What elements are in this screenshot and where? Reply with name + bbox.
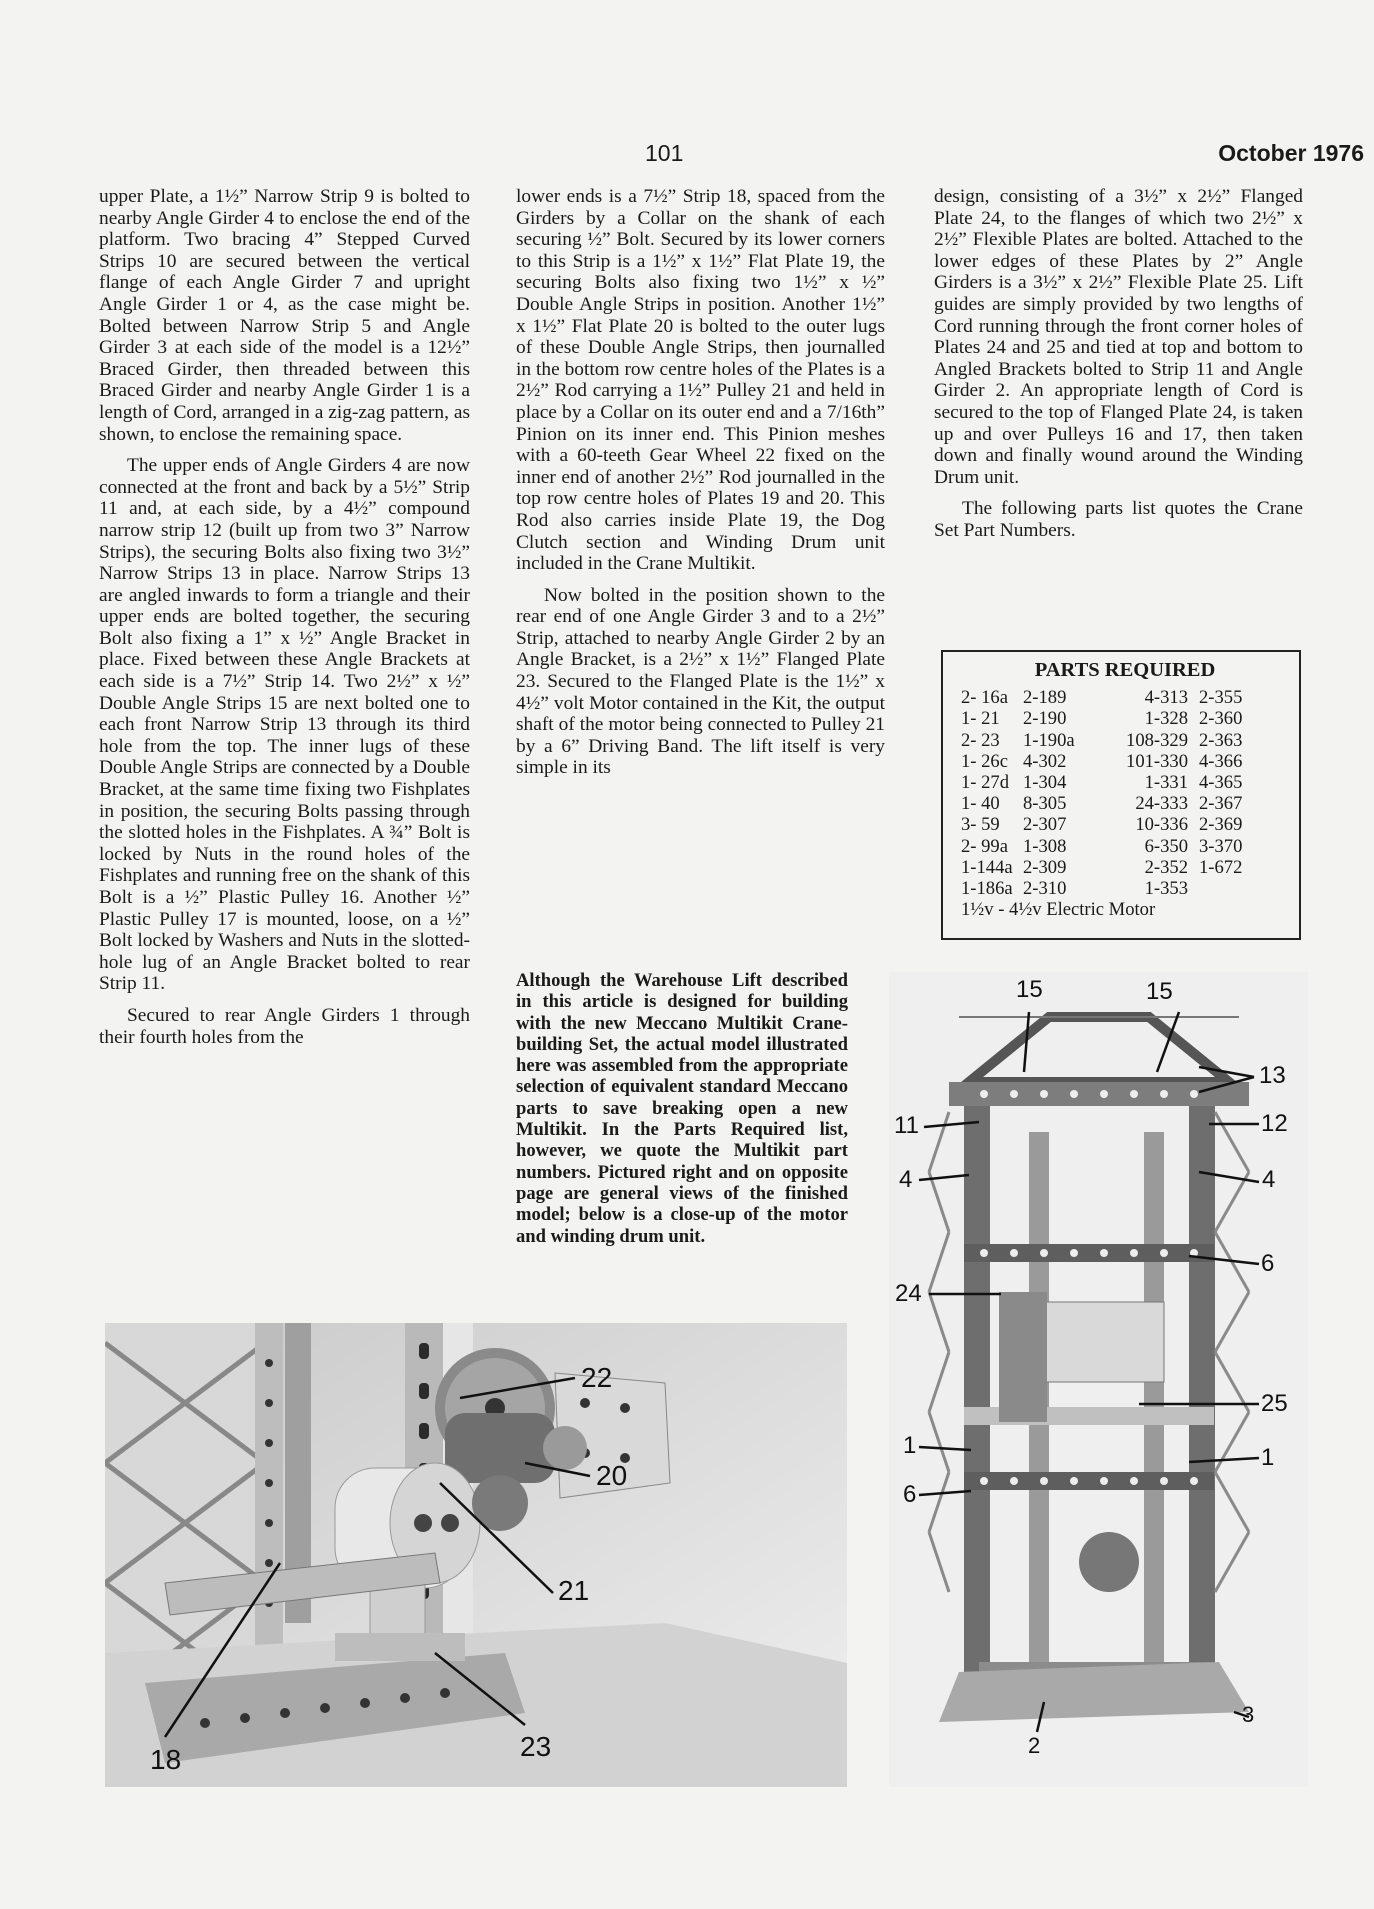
parts-motor-line: 1½v - 4½v Electric Motor <box>961 899 1156 921</box>
parts-cell: 2-307 <box>1023 814 1067 836</box>
issue-date: October 1976 <box>1218 140 1364 166</box>
callout-label: 25 <box>1261 1390 1288 1417</box>
text-column-right <box>934 186 1303 552</box>
paragraph: The upper ends of Angle Girders 4 are now connected at the front and back by a 5½” Strip 11 and, at each side, by a 4½” compound narrow strip 12 (built up from two 3” Narrow Strips), the securing Bolts also fixing two 3½” Narrow Strips 13 in place. Narrow Strips 13 are angled inwards to form a triangle and their upper ends are bolted together, the securing Bolt also fixing a 1” x ½” Angle Bracket in place. Fixed between these Angle Brackets at each side is a 7½” Strip 14. Two 2½” x ½” Double Angle Strips 15 are next bolted one to each front Narrow Strip 13 through its third hole from the top. The inner lugs of these Double Angle Strips are connected by a Double Bracket, at the same time fixing two Fishplates in position, the securing Bolts passing through the slotted holes in the Fishplates. A ¾” Bolt is locked by Nuts in the round holes of the Fishplates and running free on the shank of this Bolt is a ½” Plastic Pulley 16. Another ½” Plastic Pulley 17 is mounted, loose, on a ½” Bolt locked by Washers and Nuts in the slotted-hole lug of an Angle Bracket bolted to rear Strip 11. <box>99 455 470 995</box>
parts-cell: 3- 59 <box>961 814 1000 836</box>
paragraph: Now bolted in the position shown to the rear end of one Angle Girder 3 and to a 2½” Strip, attached to nearby Angle Girder 2 by an Angle Bracket, is a 2½” x 1½” Flanged Plate 23. Secured to the Flanged Plate is the 1½” x 4½” volt Motor contained in the Kit, the output shaft of the motor being connected to Pulley 21 by a 6” Driving Band. The lift itself is very simple in its <box>516 584 885 779</box>
parts-row <box>961 687 1259 708</box>
warehouse-lift-photo <box>889 972 1308 1787</box>
parts-cell: 3-370 <box>1199 835 1243 857</box>
parts-cell: 1-144a <box>961 856 1013 878</box>
parts-cell: 1-308 <box>1023 835 1067 857</box>
parts-cell: 1- 26c <box>961 750 1008 772</box>
parts-cell: 2-310 <box>1023 878 1067 900</box>
parts-table <box>961 687 1259 899</box>
parts-cell: 1-353 <box>1144 878 1188 900</box>
parts-row <box>961 708 1259 729</box>
parts-cell: 2- 16a <box>961 687 1008 709</box>
parts-cell: 1- 27d <box>961 772 1010 794</box>
parts-cell: 2-352 <box>1144 856 1188 878</box>
parts-cell: 4-366 <box>1199 750 1243 772</box>
parts-cell: 24-333 <box>1135 793 1188 815</box>
paragraph: design, consisting of a 3½” x 2½” Flanged Plate 24, to the flanges of which two 2½” x 2½” Flexible Plates are bolted. Attached to the lower edges of these Plates by 2” Angle Girders is a 3½” x 2½” Flexible Plate 25. Lift guides are simply provided by two lengths of Cord running through the front corner holes of Plates 24 and 25 and tied at top and bottom to Angled Brackets bolted to Strip 11 and Angle Girder 2. An appropriate length of Cord is secured to the top of Flanged Plate 24, is taken up and over Pulleys 16 and 17, then taken down and finally wound around the Winding Drum unit. <box>934 186 1303 488</box>
parts-cell: 1-672 <box>1199 856 1243 878</box>
parts-required-box <box>941 650 1301 940</box>
parts-row <box>961 751 1259 772</box>
motor-closeup-photo <box>105 1323 847 1787</box>
parts-cell <box>1199 878 1259 899</box>
parts-cell: 1- 40 <box>961 793 1000 815</box>
paragraph: upper Plate, a 1½” Narrow Strip 9 is bolted to nearby Angle Girder 4 to enclose the end of the platform. Two bracing 4” Stepped Curved Strips 10 are secured between the vertical flange of each Angle Girder 7 and upright Angle Girder 1 or 4, as the case might be. Bolted between Narrow Strip 5 and Angle Girder 3 at each side of the model is a 12½” Braced Girder, then threaded between this Braced Girder and nearby Angle Girder 1 is a length of Cord, arranged in a zig-zag pattern, as shown, to enclose the remaining space. <box>99 186 470 445</box>
callout-label: 18 <box>150 1744 182 1775</box>
parts-row <box>961 836 1259 857</box>
parts-cell: 8-305 <box>1023 793 1067 815</box>
parts-cell: 1-331 <box>1144 772 1188 794</box>
text-column-middle <box>516 186 885 789</box>
parts-cell: 101-330 <box>1126 750 1188 772</box>
parts-row <box>961 772 1259 793</box>
callout-label: 4 <box>899 1166 913 1193</box>
parts-cell: 2-309 <box>1023 856 1067 878</box>
parts-cell: 108-329 <box>1126 729 1188 751</box>
callout-label: 22 <box>581 1362 613 1393</box>
parts-cell: 1-190a <box>1023 729 1075 751</box>
parts-cell: 2- 99a <box>961 835 1008 857</box>
warehouse-lift-illustration <box>889 972 1308 1787</box>
callout-label: 1 <box>903 1432 917 1459</box>
callout-label: 20 <box>596 1460 628 1491</box>
callout-label: 6 <box>1261 1250 1275 1277</box>
callout-label: 15 <box>1146 978 1173 1005</box>
parts-cell: 2-355 <box>1199 687 1243 709</box>
parts-cell: 1-304 <box>1023 772 1067 794</box>
paragraph: lower ends is a 7½” Strip 18, spaced from the Girders by a Collar on the shank of each securing ½” Bolt. Secured by its lower corners to this Strip is a 1½” x 1½” Flat Plate 19, the securing Bolts also fixing two 1½” x ½” Double Angle Strips in position. Another 1½” x 1½” Flat Plate 20 is bolted to the outer lugs of these Double Angle Strips, then journalled in the bottom row centre holes of the Plates is a 2½” Rod carrying a 1½” Pulley 21 and held in place by a Collar on its outer end and a 7/16th” Pinion on its inner end. This Pinion meshes with a 60-teeth Gear Wheel 22 fixed on the inner end of another 2½” Rod journalled in the top row centre holes of Plates 19 and 20. This Rod also carries inside Plate 19, the Dog Clutch section and Winding Drum unit included in the Crane Multikit. <box>516 186 885 575</box>
parts-cell: 1-186a <box>961 878 1013 900</box>
paragraph: The following parts list quotes the Crane Set Part Numbers. <box>934 498 1303 541</box>
callout-label: 13 <box>1259 1062 1286 1089</box>
parts-row <box>961 793 1259 814</box>
page-number: 101 <box>645 140 684 166</box>
callout-label: 12 <box>1261 1110 1288 1137</box>
parts-row <box>961 730 1259 751</box>
parts-cell: 2-189 <box>1023 687 1067 709</box>
callout-label: 2 <box>1028 1733 1041 1758</box>
parts-cell: 10-336 <box>1135 814 1188 836</box>
paragraph: Secured to rear Angle Girders 1 through their fourth holes from the <box>99 1004 470 1048</box>
parts-cell: 4-313 <box>1144 687 1188 709</box>
parts-cell: 6-350 <box>1144 835 1188 857</box>
parts-cell: 1-328 <box>1144 708 1188 730</box>
callout-label: 4 <box>1262 1166 1276 1193</box>
callout-label: 1 <box>1261 1444 1275 1471</box>
photo-caption: Although the Warehouse Lift described in this article is designed for building with the new Meccano Multikit Crane-building Set, the actual model illustrated here was assembled from the appropriate selection of equivalent standard Meccano parts to save breaking open a new Multikit. In the Parts Required list, however, we quote the Multikit part numbers. Pictured right and on opposite page are general views of the finished model; below is a close-up of the motor and winding drum unit. <box>516 970 848 1247</box>
callout-label: 21 <box>558 1575 590 1606</box>
callout-label: 3 <box>1242 1702 1255 1727</box>
callout-label: 11 <box>894 1112 919 1139</box>
parts-row <box>961 814 1259 835</box>
parts-row <box>961 878 1259 899</box>
parts-cell: 2-360 <box>1199 708 1243 730</box>
parts-cell: 2- 23 <box>961 729 1000 751</box>
text-column-left <box>99 186 470 1058</box>
parts-cell: 2-367 <box>1199 793 1243 815</box>
callout-label: 24 <box>895 1280 922 1307</box>
parts-row <box>961 857 1259 878</box>
parts-cell: 2-369 <box>1199 814 1243 836</box>
parts-cell: 2-190 <box>1023 708 1067 730</box>
parts-cell: 4-302 <box>1023 750 1067 772</box>
callout-label: 6 <box>903 1481 917 1508</box>
parts-required-title: PARTS REQUIRED <box>1034 659 1216 681</box>
callout-label: 23 <box>520 1731 552 1762</box>
parts-cell: 4-365 <box>1199 772 1243 794</box>
parts-cell: 1- 21 <box>961 708 1000 730</box>
motor-closeup-illustration <box>105 1323 847 1787</box>
callout-label: 15 <box>1016 976 1043 1003</box>
parts-cell: 2-363 <box>1199 729 1243 751</box>
